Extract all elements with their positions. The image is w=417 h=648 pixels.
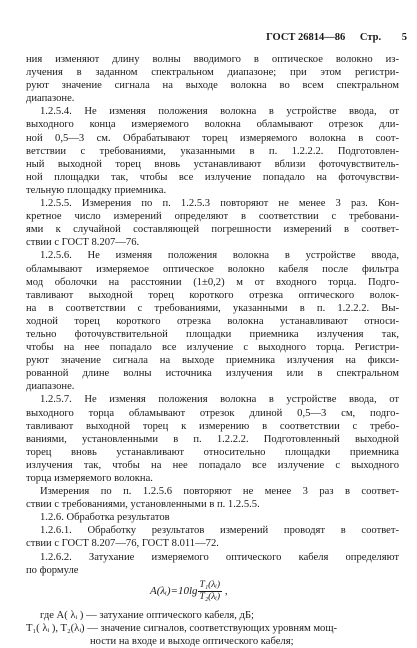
definition-line: где A( λᵢ ) — затухание оптического кабеля, дБ; <box>40 610 254 621</box>
text-line: обламывают измеряемое оптическое волокно кабеля после фильтра <box>26 263 399 275</box>
page-header <box>266 31 407 44</box>
text-line: 1.2.6. Обработка результатов <box>40 512 170 524</box>
definition-line: T₁( λᵢ ), T₂(λᵢ) — значение сигналов, соответствующих уровням мощ- <box>26 623 337 635</box>
page-label: Стр. <box>359 32 382 43</box>
formula-denominator: T₂(λᵢ) <box>199 592 221 602</box>
text-line: излучения так, чтобы на нее попадало все излучение с выходного <box>26 459 399 471</box>
text-line: ствии с ГОСТ 8.207—76, ГОСТ 8.011—72. <box>26 538 219 550</box>
text-line: ветствии с требованиями, указанными в п. 1.2.2.2. Подготовлен- <box>26 145 399 157</box>
text-line: ствии с ГОСТ 8.207—76. <box>26 237 140 249</box>
text-line: чтобы на нее попадало все излучение с выходного торца. Регистри- <box>26 342 399 354</box>
text-line: лучения в заданном спектральном диапазоне; при этом регистри- <box>26 67 399 79</box>
page-number: 5 <box>401 32 407 43</box>
text-line: ходной торец короткого отрезка волокна устанавливают относи- <box>26 315 399 327</box>
text-line: ной 0,5—3 см. Обрабатывают торец измеряемого волокна в соот- <box>26 132 399 144</box>
text-line: ный выходной торец вновь устанавливают вблизи фоточувствитель- <box>26 158 399 170</box>
text-line: Измерения по п. 1.2.5.6 повторяют не менее 3 раз в соответ- <box>40 486 399 498</box>
text-line: по формуле <box>26 564 79 576</box>
text-line: руют значение сигнала на выходе приемника излучения на фикси- <box>26 355 399 367</box>
text-line: рованной длине волны источника излучения или в спектральном <box>26 368 399 380</box>
text-line: ями к случайной составляющей погрешности измерений в соответ- <box>26 224 399 236</box>
text-line: диапазоне. <box>26 93 75 105</box>
text-line: тавливают выходной торец к измерению в соответствии с требо- <box>26 420 399 432</box>
document-body <box>26 53 399 577</box>
text-line: 1.2.5.7. Не изменяя положения волокна в устройстве ввода, от <box>40 394 399 406</box>
formula-trailing-comma: , <box>222 585 228 598</box>
definitions-block <box>26 609 399 648</box>
text-line: торца измеряемого волокна. <box>26 473 153 484</box>
text-line: 1.2.5.4. Не изменяя положения волокна в устройстве ввода, от <box>40 106 399 118</box>
text-line: торец вновь устанавливают относительно площадки приемника <box>26 446 399 458</box>
text-line: ваниями, установленными в п. 1.2.2.2. Подготовленный выходной <box>26 433 399 445</box>
text-line: ной площадки так, чтобы все излучение попадало на фоточувстви- <box>26 171 399 183</box>
text-line: 1.2.5.5. Измерения по п. 1.2.5.3 повторяют не менее 3 раз. Кон- <box>40 198 399 210</box>
text-line: 1.2.5.6. Не изменяя положения волокна в устройстве ввода, <box>40 250 399 262</box>
text-line: выходного торца обламывают отрезок длиной 0,5—3 см, подго- <box>26 407 399 419</box>
text-line: 1.2.6.1. Обработку результатов измерений проводят в соответ- <box>40 525 399 537</box>
definition-line: ности на входе и выходе оптического кабеля; <box>90 636 294 648</box>
text-line: руют значение сигнала на выходе волокна во всем спектральном <box>26 80 399 92</box>
text-line: ствии с требованиями, установленными в п. 1.2.5.5. <box>26 499 260 511</box>
text-line: тельно фоточувствительной площадки приемника излучения так, <box>26 328 399 340</box>
text-line: тавливают выходной торец короткого отрезка оптического волок- <box>26 289 399 301</box>
text-line: кретное число измерений определяют в соответствии с требовани- <box>26 211 399 223</box>
formula-lhs: A(λᵢ)=10lg <box>150 585 198 598</box>
formula-fraction <box>198 580 223 603</box>
text-line: тельную площадку приемника. <box>26 184 167 196</box>
text-line: диапазоне. <box>26 381 75 393</box>
text-line: на в соответствии с требованиями, указанными в п. 1.2.2.2. Вы- <box>26 302 399 314</box>
text-line: 1.2.6.2. Затухание измеряемого оптического кабеля определяют <box>40 551 399 563</box>
attenuation-formula <box>150 580 228 603</box>
text-line: ния изменяют длину волны вводимого в оптическое волокно из- <box>26 54 399 65</box>
formula-numerator: T₁(λᵢ) <box>199 580 221 590</box>
standard-number: ГОСТ 26814—86 <box>266 32 346 43</box>
text-line: мод оболочки на расстоянии (1±0,2) м от входного торца. Подго- <box>26 276 399 288</box>
text-line: выходного конца измеряемого волокна обламывают отрезок дли- <box>26 119 399 131</box>
